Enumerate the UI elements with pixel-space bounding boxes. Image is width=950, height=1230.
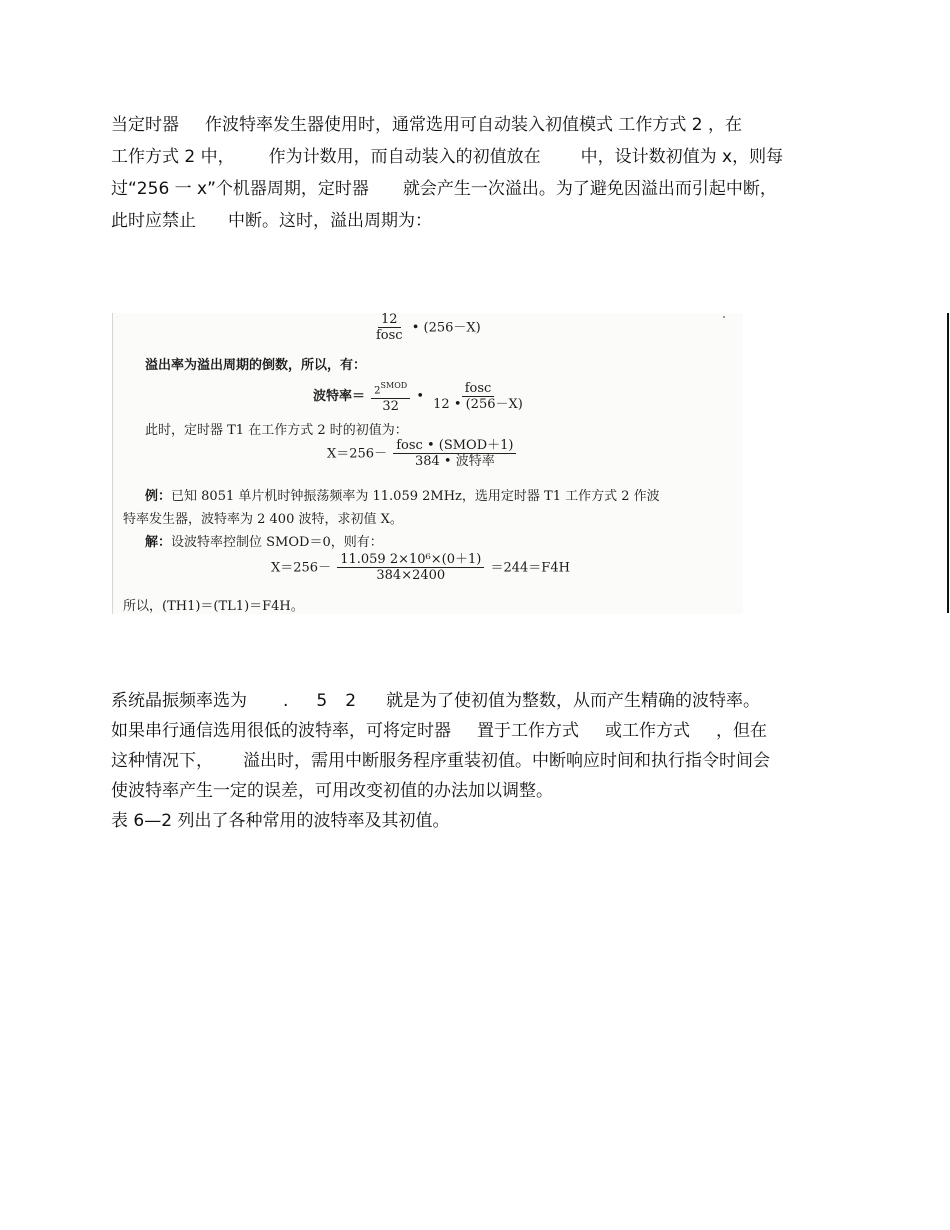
scanned-formula-excerpt [112, 313, 743, 614]
text-line: 这种情况下， 溢出时，需用中断服务程序重装初值。中断响应时间和执行指令时间会 [111, 751, 770, 771]
overflow-period-formula: $\frac{12}{\text{fosc}}$ • (256－X) [376, 313, 481, 343]
text-line: 系统晶振频率选为 . 5 2 就是为了使初值为整数，从而产生精确的波特率。 [111, 691, 761, 711]
text-line: 工作方式 2 中， 作为计数用，而自动装入的初值放在 中，设计数初值为 x，则每 [111, 147, 784, 167]
scan-speck [723, 316, 725, 318]
page-edge-rule [947, 313, 949, 613]
overflow-rate-text: 溢出率为溢出周期的倒数，所以，有： [145, 358, 367, 373]
solution-formula: X＝256－ $\frac{\text{11.059 2×10⁶×(0＋1)}}{384\times 2400}$ ＝244＝F4H [271, 552, 570, 583]
text-line: 此时应禁止 中断。这时，溢出周期为： [111, 211, 432, 231]
intro-paragraph [111, 109, 783, 237]
baud-rate-formula: 波特率＝ $\frac{2^{SMOD}}{32}$ • $\frac{\text{fosc}}{12 • (256-X)}$ [313, 380, 523, 415]
text-line: 过“256 一 x”个机器周期，定时器 就会产生一次溢出。为了避免因溢出而引起中断， [111, 179, 777, 199]
text-line: 如果串行通信选用很低的波特率，可将定时器 置于工作方式 或工作方式 ，但在 [111, 721, 767, 741]
text-line: 当定时器 作波特率发生器使用时，通常选用可自动装入初值模式 工作方式 2 ，在 [111, 115, 743, 135]
initial-value-text: 此时，定时器 T1 在工作方式 2 时的初值为： [145, 423, 408, 438]
example-line: 例：已知 8051 单片机时钟振荡频率为 11.059 2MHz，选用定时器 T1 工作方式 2 作波 [145, 489, 660, 504]
text-line: 使波特率产生一定的误差，可用改变初值的办法加以调整。 [111, 781, 553, 801]
result-line: 所以，(TH1)＝(TL1)＝F4H。 [123, 599, 304, 614]
solution-line: 解：设波特率控制位 SMOD＝0，则有： [145, 535, 383, 550]
initial-value-formula: X＝256－ $\frac{\text{fosc • (SMOD＋1)}}{\text{384 • 波特率}}$ [327, 439, 518, 469]
example-line-cont: 特率发生器，波特率为 2 400 波特，求初值 X。 [123, 512, 403, 527]
explanation-paragraph [111, 686, 770, 836]
text-line: 表 6—2 列出了各种常用的波特率及其初值。 [111, 811, 450, 831]
